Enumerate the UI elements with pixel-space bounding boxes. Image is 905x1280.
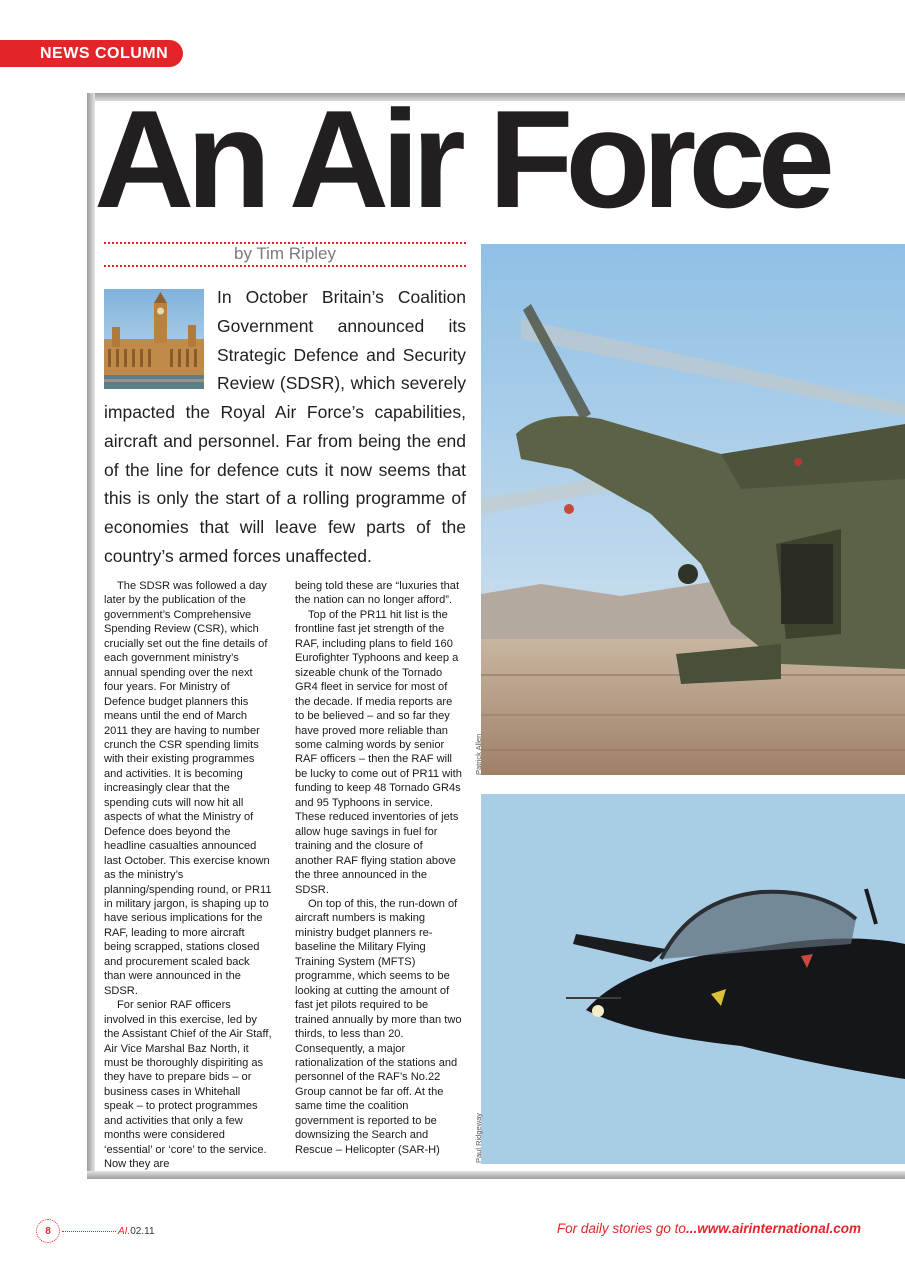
issue-label <box>118 1226 155 1237</box>
intro-paragraph: impacted the Royal Air Force’s capabilities, aircraft and personnel. Far from being the end of the line for defence cuts it now seems that this is only the start of a rolling programme of economies that will leave few parts of the country’s armed forces unaffected. <box>104 402 466 566</box>
intro-text <box>104 398 466 571</box>
page-number: 8 <box>36 1219 60 1243</box>
divider-bottom <box>104 265 466 267</box>
merlin-helicopter-photo <box>481 244 905 775</box>
promo-text: For daily stories go to <box>556 1221 686 1236</box>
photo-credit-helicopter: Patrick Allen <box>474 733 483 775</box>
intro-line: Review (SDSR), which severely <box>217 373 466 394</box>
intro-line: Strategic Defence and Security <box>217 344 466 365</box>
headline: An Air Force <box>94 92 827 227</box>
section-tag: NEWS COLUMN <box>0 40 183 67</box>
photo-credit-jet: Paul Ridgeway <box>474 1112 483 1163</box>
byline: by Tim Ripley <box>233 244 337 263</box>
page-frame-left <box>87 93 95 1179</box>
paragraph: For senior RAF officers involved in this exercise, led by the Assistant Chief of the Air Staff, Air Vice Marshal Baz North, it must be thoroughly dispiriting as they have to prepare bids – or business cases in Whitehall speak – to protect programmes and activities that only a few months were considered ‘essential’ or ‘core’ to the service. Now they are <box>104 999 272 1171</box>
body-column-1 <box>104 579 272 1172</box>
intro-line: Government announced its <box>217 315 466 336</box>
westminster-thumbnail <box>104 289 204 389</box>
issue-prefix: AI. <box>118 1225 131 1237</box>
intro-text-top <box>217 283 466 398</box>
paragraph: Top of the PR11 hit list is the frontline fast jet strength of the RAF, including plans to field 160 Eurofighter Typhoons and keep a sizeable chunk of the Tornado GR4 fleet in service for most of the decade. If media reports are to be believed – and so far they have proved more reliable than some calming words by senior RAF officers – then the RAF will be lucky to come out of PR11 with funding to keep 48 Tornado GR4s and 95 Typhoons in service. These reduced inventories of jets allow huge savings in fuel for training and the closure of another RAF flying station above the three announced in the SDSR. <box>295 608 462 896</box>
page-frame-bottom <box>87 1171 905 1179</box>
website-link[interactable]: ...www.airinternational.com <box>685 1221 861 1236</box>
paragraph: The SDSR was followed a day later by the publication of the government’s Comprehensive Spending Review (CSR), which crucially set out the fine details of each government ministry’s annual spending over the next four years. For Ministry of Defence budget planners this means until the end of March 2011 they are having to number crunch the CSR spending limits with their existing programmes and activities. It is becoming increasingly clear that the spending cuts will now hit all aspects of what the Ministry of Defence does beyond the headline casualties announced last October. This exercise known as the ministry’s planning/spending round, or PR11 in military jargon, is shaping up to have serious implications for the RAF, leading to more aircraft being scrapped, stations closed and procurement scaled back than were announced in the SDSR. <box>104 580 272 997</box>
paragraph: On top of this, the run-down of aircraft numbers is making ministry budget planners re-baseline the Military Flying Training System (MFTS) programme, which seems to be looking at cutting the amount of fast jet pilots required to be trained annually by more than two thirds, to less than 20. Consequently, a major rationalization of the stations and personnel of the RAF’s No.22 Group cannot be far off. At the same time the coalition government is reported to be downsizing the Search and Rescue – Helicopter (SAR-H) <box>295 897 462 1156</box>
footer-page-info <box>36 1218 155 1244</box>
paragraph: being told these are “luxuries that the nation can no longer afford”. <box>295 580 460 607</box>
hawk-jet-photo <box>481 794 905 1164</box>
footer-promo <box>557 1221 861 1236</box>
issue-date: 02.11 <box>130 1225 155 1237</box>
intro-line: In October Britain’s Coalition <box>217 287 466 307</box>
footer-dots <box>62 1231 116 1232</box>
body-column-2 <box>295 579 463 1157</box>
